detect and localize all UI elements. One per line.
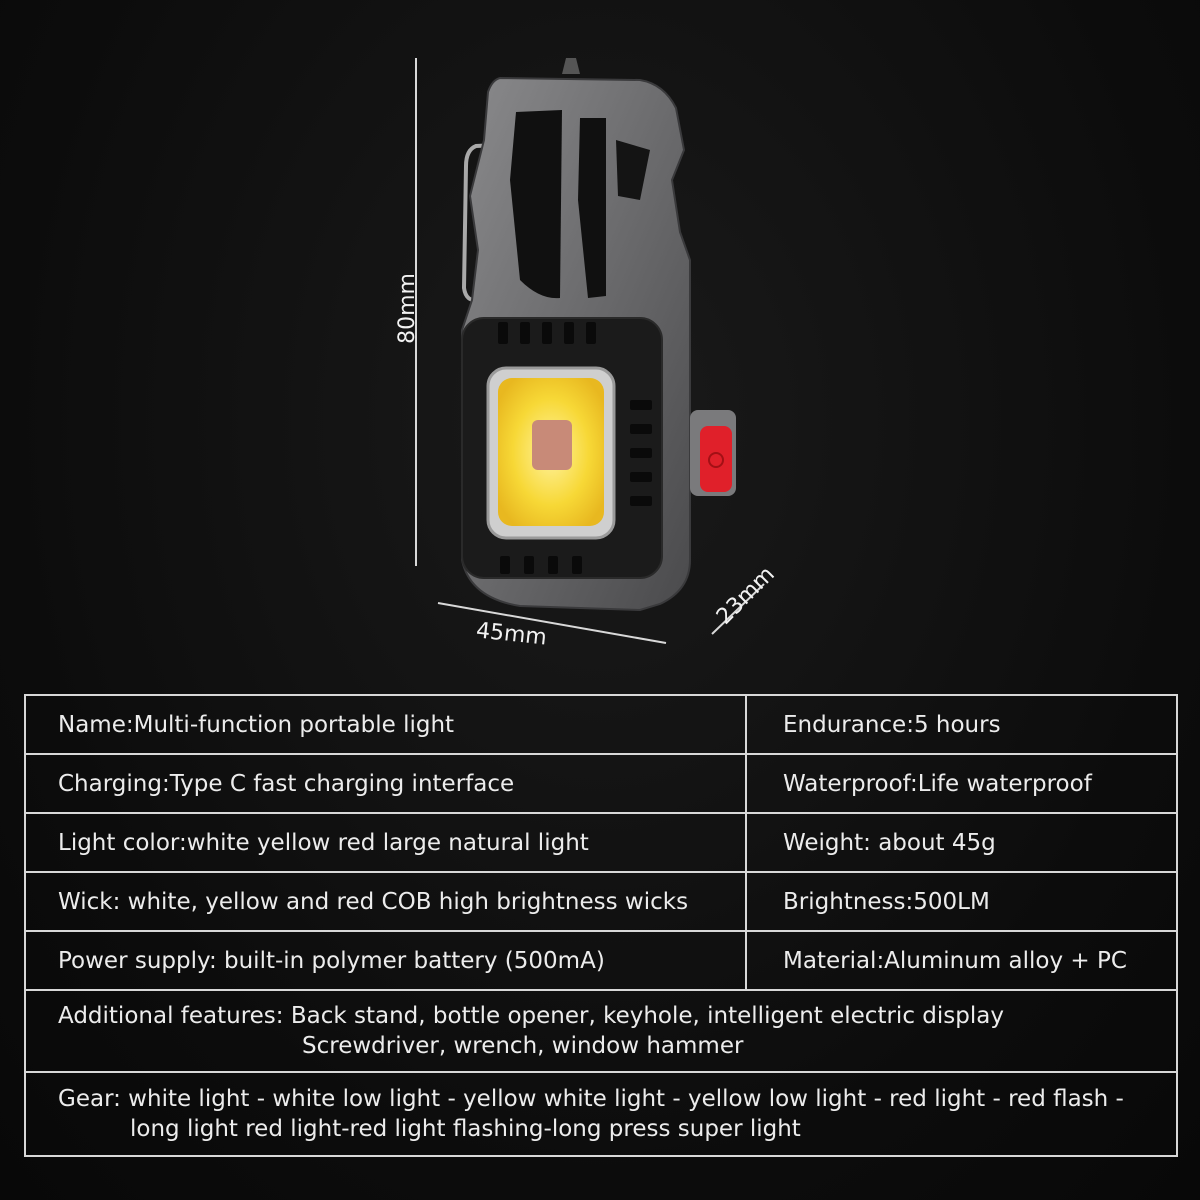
spec-charging: Charging:Type C fast charging interface [25, 754, 746, 813]
power-button [700, 426, 732, 492]
height-label: 80mm [394, 273, 420, 344]
spec-gear [25, 1072, 1177, 1156]
spec-weight: Weight: about 45g [746, 813, 1177, 872]
gear-line1: Gear: white light - white low light - yellow white light - yellow low light - red light - red flash - [58, 1086, 1124, 1112]
spec-brightness: Brightness:500LM [746, 872, 1177, 931]
additional-features-line1: Additional features: Back stand, bottle opener, keyhole, intelligent electric display [58, 1003, 1004, 1029]
spec-row [25, 754, 1177, 813]
spec-row [25, 813, 1177, 872]
spec-row [25, 695, 1177, 754]
spec-additional-features [25, 990, 1177, 1072]
spec-waterproof: Waterproof:Life waterproof [746, 754, 1177, 813]
spec-name: Name:Multi-function portable light [25, 695, 746, 754]
window-hammer-tip [562, 58, 580, 74]
spec-table [24, 694, 1178, 1157]
width-label: 45mm [474, 618, 548, 651]
gear-line2: long light red light-red light flashing-long press super light [130, 1116, 801, 1142]
spec-light-color: Light color:white yellow red large natural light [25, 813, 746, 872]
spec-row [25, 872, 1177, 931]
spec-row [25, 931, 1177, 990]
depth-label: 23mm [712, 561, 780, 630]
spec-row-gear [25, 1072, 1177, 1156]
spec-material: Material:Aluminum alloy + PC [746, 931, 1177, 990]
spec-power-supply: Power supply: built-in polymer battery (500mA) [25, 931, 746, 990]
red-led-center [532, 420, 572, 470]
spec-wick: Wick: white, yellow and red COB high brightness wicks [25, 872, 746, 931]
additional-features-line2: Screwdriver, wrench, window hammer [302, 1033, 744, 1059]
spec-row-additional [25, 990, 1177, 1072]
spec-endurance: Endurance:5 hours [746, 695, 1177, 754]
